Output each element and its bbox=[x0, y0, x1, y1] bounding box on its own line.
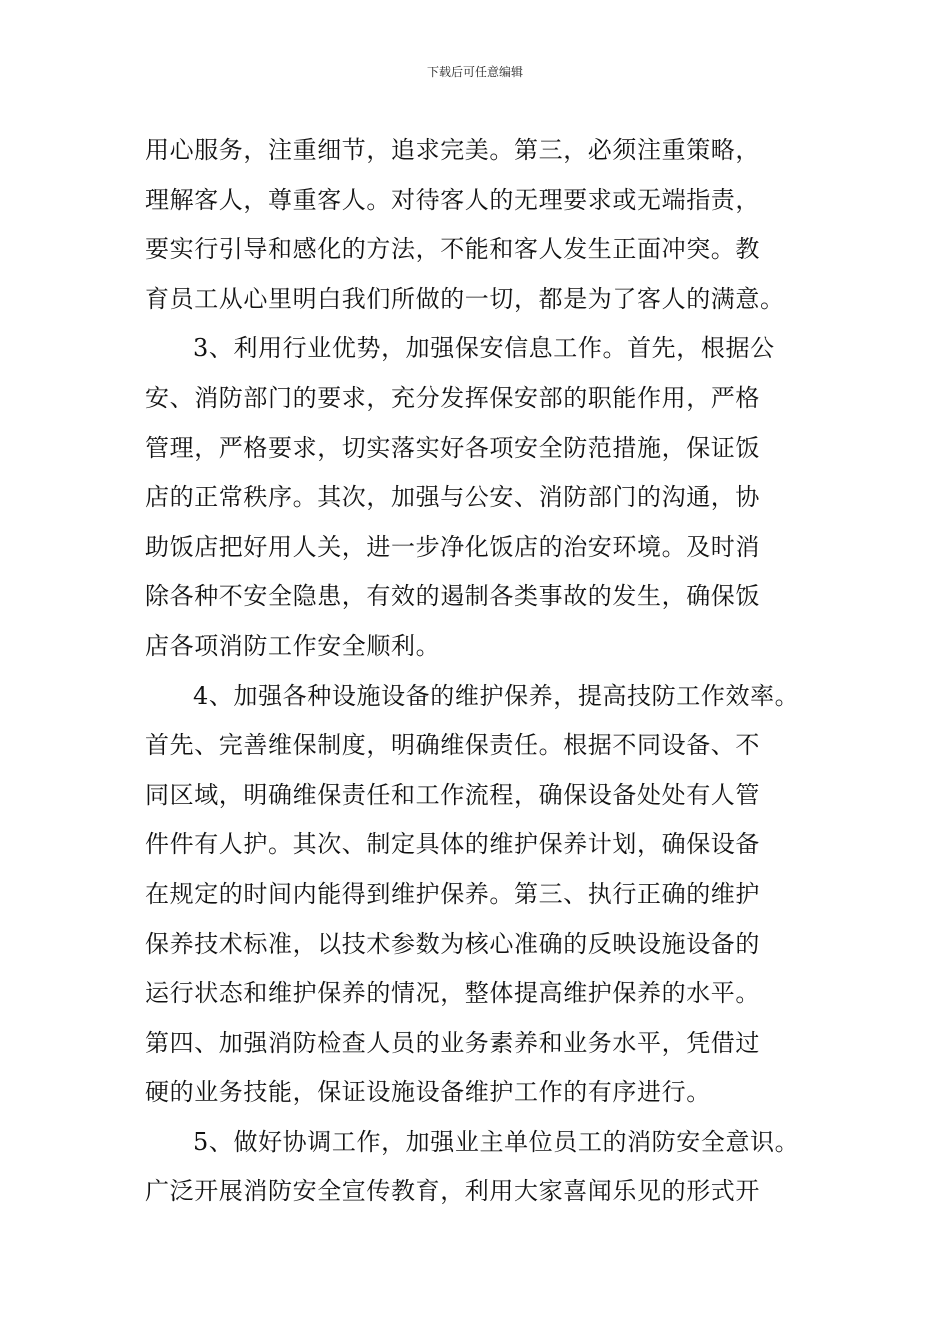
text-line: 保养技术标准，以技术参数为核心准确的反映设施设备的 bbox=[145, 929, 760, 958]
document-body bbox=[145, 126, 825, 1217]
page-header: 下载后可任意编辑 bbox=[426, 65, 523, 79]
text-line: 运行状态和维护保养的情况，整体提高维护保养的水平。 bbox=[145, 979, 760, 1008]
text-line: 要实行引导和感化的方法，不能和客人发生正面冲突。教 bbox=[145, 235, 760, 264]
text-line: 管理，严格要求，切实落实好各项安全防范措施，保证饭 bbox=[145, 433, 760, 462]
text-line: 广泛开展消防安全宣传教育，利用大家喜闻乐见的形式开 bbox=[145, 1177, 760, 1206]
text-line: 在规定的时间内能得到维护保养。第三、执行正确的维护 bbox=[145, 879, 760, 908]
paragraph-start-line: 3、利用行业优势，加强保安信息工作。首先，根据公 bbox=[193, 334, 775, 363]
text-line: 件件有人护。其次、制定具体的维护保养计划，确保设备 bbox=[145, 830, 760, 859]
text-line: 硬的业务技能，保证设施设备维护工作的有序进行。 bbox=[145, 1078, 711, 1107]
text-line: 店各项消防工作安全顺利。 bbox=[145, 631, 441, 660]
text-line: 用心服务，注重细节，追求完美。第三，必须注重策略， bbox=[145, 136, 760, 164]
text-line: 助饭店把好用人关，进一步净化饭店的治安环境。及时消 bbox=[145, 532, 760, 561]
text-line: 育员工从心里明白我们所做的一切，都是为了客人的满意。 bbox=[145, 284, 785, 313]
text-line: 同区域，明确维保责任和工作流程，确保设备处处有人管 bbox=[145, 780, 760, 809]
text-line: 理解客人，尊重客人。对待客人的无理要求或无端指责， bbox=[145, 185, 760, 214]
text-line: 首先、完善维保制度，明确维保责任。根据不同设备、不 bbox=[145, 731, 760, 760]
paragraph-start-line: 5、做好协调工作，加强业主单位员工的消防安全意识。 bbox=[193, 1127, 800, 1156]
text-line: 店的正常秩序。其次，加强与公安、消防部门的沟通，协 bbox=[145, 483, 760, 512]
text-line: 第四、加强消防检查人员的业务素养和业务水平，凭借过 bbox=[145, 1028, 760, 1057]
paragraph-start-line: 4、加强各种设施设备的维护保养，提高技防工作效率。 bbox=[193, 681, 800, 710]
text-line: 除各种不安全隐患，有效的遏制各类事故的发生，确保饭 bbox=[145, 582, 760, 611]
text-line: 安、消防部门的要求，充分发挥保安部的职能作用，严格 bbox=[145, 383, 760, 412]
